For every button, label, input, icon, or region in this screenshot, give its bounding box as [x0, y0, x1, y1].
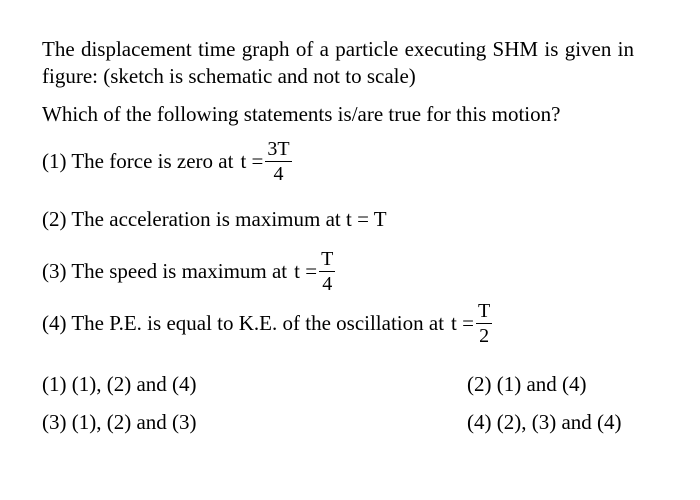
statement-4 — [42, 300, 492, 347]
question-prompt: Which of the following statements is/are true for this motion? — [42, 102, 561, 126]
statement-4-label: (4) The P.E. is equal to K.E. of the oscillation at — [42, 311, 445, 335]
question-text: The displacement time graph of a particle executing SHM is given in figure: (sketch is schematic and not to scale) — [42, 37, 634, 88]
statement-2-label: (2) The acceleration is maximum at t = T — [42, 207, 387, 231]
statement-1 — [42, 138, 292, 185]
statement-1-numerator: 3T — [267, 138, 290, 160]
answer-option-2[interactable]: (2) (1) and (4) — [467, 372, 587, 396]
answer-option-4[interactable]: (4) (2), (3) and (4) — [467, 410, 622, 434]
answer-option-3[interactable]: (3) (1), (2) and (3) — [42, 410, 197, 434]
statement-4-lhs: t = — [451, 311, 474, 335]
statement-3-denominator: 4 — [322, 273, 333, 295]
statement-3-fraction — [319, 248, 335, 295]
statement-3 — [42, 248, 335, 295]
answer-option-1[interactable]: (1) (1), (2) and (4) — [42, 372, 197, 396]
statement-3-label: (3) The speed is maximum at — [42, 259, 288, 283]
statement-1-equation — [240, 138, 291, 185]
statement-3-equation — [294, 248, 335, 295]
statement-4-fraction — [476, 300, 492, 347]
statement-3-lhs: t = — [294, 259, 318, 283]
statement-3-numerator: T — [321, 248, 334, 270]
statement-2 — [42, 207, 387, 232]
statement-1-fraction — [265, 138, 291, 185]
statement-1-denominator: 4 — [273, 163, 284, 185]
statement-1-lhs: t = — [240, 149, 264, 173]
statement-4-denominator: 2 — [479, 325, 490, 347]
statement-4-equation — [451, 300, 492, 347]
statement-1-label: (1) The force is zero at — [42, 149, 234, 173]
statement-4-numerator: T — [477, 300, 491, 322]
